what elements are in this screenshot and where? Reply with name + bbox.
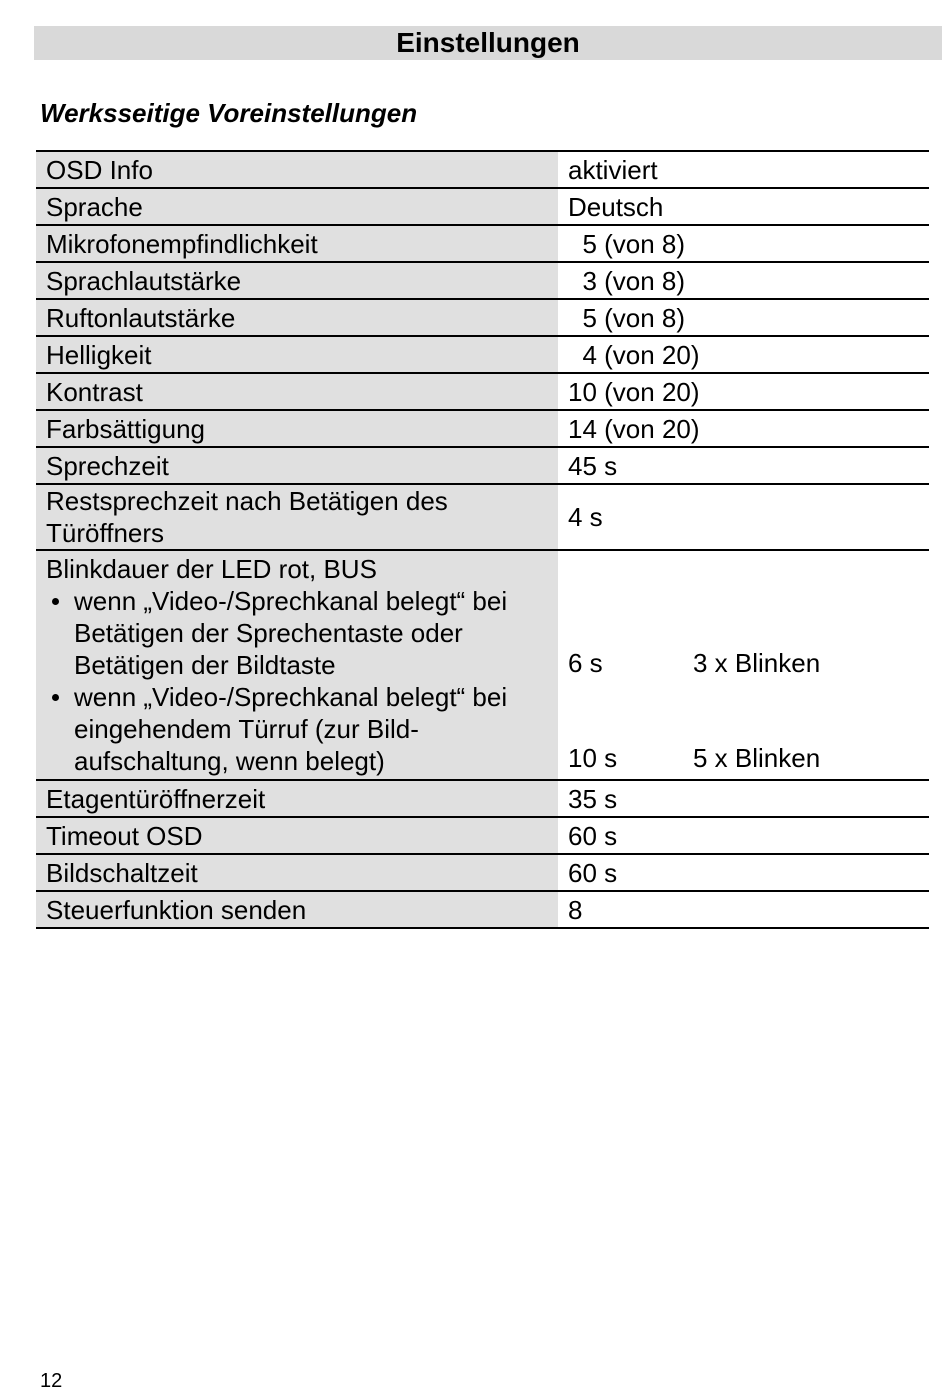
settings-table (36, 150, 929, 929)
setting-label: OSD Info (36, 151, 558, 188)
setting-label: Sprachlautstärke (36, 262, 558, 299)
table-row (36, 447, 929, 484)
setting-value: 5 (von 8) (558, 225, 929, 262)
blink-count: 5 x Blinken (693, 743, 821, 773)
setting-value: 35 s (558, 780, 929, 817)
setting-value: 5 (von 8) (558, 299, 929, 336)
setting-label: Farbsättigung (36, 410, 558, 447)
setting-label: Helligkeit (36, 336, 558, 373)
table-row (36, 262, 929, 299)
table-row (36, 891, 929, 928)
setting-label: Timeout OSD (36, 817, 558, 854)
table-row (36, 410, 929, 447)
setting-label: Etagentüröffnerzeit (36, 780, 558, 817)
page-number: 12 (40, 1370, 63, 1392)
table-row-blink (36, 550, 929, 780)
blink-count: 3 x Blinken (693, 648, 821, 678)
table-row (36, 373, 929, 410)
table-row (36, 817, 929, 854)
table-row (36, 151, 929, 188)
table-row (36, 225, 929, 262)
blink-duration: 6 s (568, 648, 603, 678)
setting-value: 3 (von 8) (558, 262, 929, 299)
table-row (36, 854, 929, 891)
setting-label: Sprache (36, 188, 558, 225)
setting-value: 60 s (558, 817, 929, 854)
setting-label: Bildschaltzeit (36, 854, 558, 891)
setting-value: 8 (558, 891, 929, 928)
setting-value: 10 (von 20) (558, 373, 929, 410)
setting-label: Kontrast (36, 373, 558, 410)
setting-value: 4 (von 20) (558, 336, 929, 373)
setting-label: Restsprechzeit nach Betätigen des Türöffners (36, 484, 558, 550)
setting-label: Ruftonlautstärke (36, 299, 558, 336)
section-subtitle: Werksseitige Voreinstellungen (40, 98, 418, 128)
setting-value: 60 s (558, 854, 929, 891)
setting-value: 4 s (558, 484, 929, 550)
blink-duration: 10 s (568, 743, 618, 773)
setting-label: Sprechzeit (36, 447, 558, 484)
setting-label: Steuerfunktion senden (36, 891, 558, 928)
table-row (36, 484, 929, 550)
blink-bullet-item: wenn „Video-/Sprechkanal belegt“ bei Betätigen der Sprechentaste oder Betätigen der Bildtaste (46, 585, 558, 681)
blink-value-row (568, 647, 820, 679)
setting-label: Mikrofonempfindlichkeit (36, 225, 558, 262)
table-row (36, 188, 929, 225)
table-row (36, 780, 929, 817)
setting-value: Deutsch (558, 188, 929, 225)
blink-value-row (568, 742, 820, 774)
blink-heading: Blinkdauer der LED rot, BUS (46, 554, 377, 584)
table-row (36, 336, 929, 373)
setting-value: 45 s (558, 447, 929, 484)
setting-value: 14 (von 20) (558, 410, 929, 447)
blink-bullet-list (46, 585, 558, 777)
page-title: Einstellungen (34, 26, 942, 60)
setting-value-blink (558, 550, 929, 780)
setting-label-blink (36, 550, 558, 780)
table-row (36, 299, 929, 336)
blink-bullet-item: wenn „Video-/Sprechkanal belegt“ bei eingehendem Türruf (zur Bild-aufschaltung, wenn belegt) (46, 681, 558, 777)
setting-value: aktiviert (558, 151, 929, 188)
